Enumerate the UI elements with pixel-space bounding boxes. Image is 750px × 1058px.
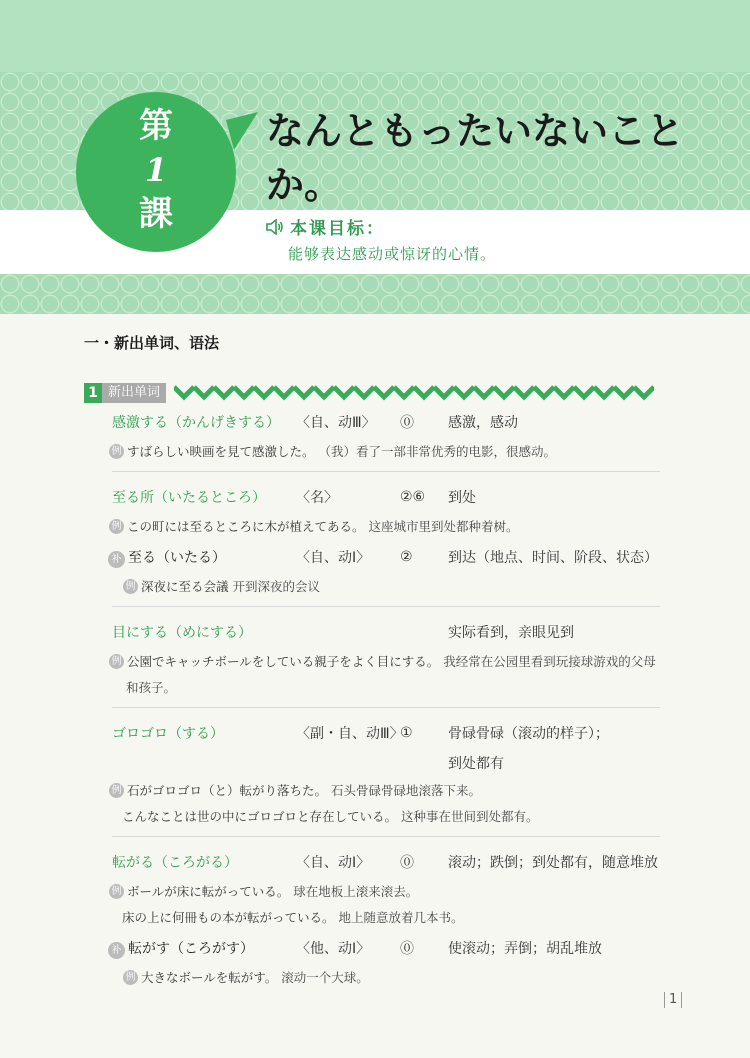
entry-pos: 〈自、动Ⅰ〉 [296,855,371,871]
related-entry [112,540,660,574]
entry-word: 目にする（めにする） [112,625,252,641]
subsection-label: 新出单词 [102,383,166,403]
entry-pos: 〈名〉 [296,490,338,506]
example-sentence: 例 ボールが床に転がっている。 球在地板上滚来滚去。 [112,879,660,905]
entry-meaning: 感激，感动 [448,415,518,431]
entry-pos: 〈自、动Ⅲ〉 [296,415,376,431]
example-sentence: 例 深夜に至る会議 开到深夜的会议 [112,574,660,600]
entry-accent: ⓪ [400,855,414,871]
subsection-number: 1 [84,383,102,403]
speaker-icon [266,219,284,235]
example-tag: 例 [123,579,138,594]
entry-word: 感激する（かんげきする） [112,415,280,431]
example-sentence: 例 石がゴロゴロ（と）転がり落ちた。 石头骨碌骨碌地滚落下来。 [112,778,660,804]
goal-text: 能够表达感动或惊讶的心情。 [288,245,497,263]
entry-meaning: 使滚动；弄倒；胡乱堆放 [448,941,602,957]
example-tag: 例 [109,519,124,534]
entry-meaning: 骨碌骨碌（滚动的样子）； [448,726,609,742]
entry-word: ゴロゴロ（する） [112,726,224,742]
entry-accent: ① [400,725,413,741]
lesson-title: なんともったいないことか。 [266,109,685,207]
entry-meaning: 滚动；跌倒；到处都有，随意堆放 [448,855,658,871]
zigzag-decoration [174,383,654,403]
entry-accent: ②⑥ [400,489,426,505]
entry-pos: 〈副・自、动Ⅲ〉 [296,726,404,742]
entry-meaning-2: 到处都有 [448,756,504,772]
vocab-list [112,405,660,1005]
example-sentence: 例 この町には至るところに木が植えてある。 这座城市里到处都种着树。 [112,514,660,540]
vocab-entry [112,480,660,607]
lesson-number: 第 1 課 [139,106,173,234]
example-sentence: こんなことは世の中にゴロゴロと存在している。 这种事在世间到处都有。 [122,809,539,824]
entry-meaning: 到处 [448,490,476,506]
vocab-entry [112,615,660,708]
entry-accent: ② [400,549,413,565]
example-sentence: 床の上に何冊もの本が転がっている。 地上随意放着几本书。 [122,910,464,925]
example-sentence: 例 大きなボールを転がす。 滚动一个大球。 [112,965,660,991]
entry-word: 転がる（ころがる） [112,855,238,871]
entry-meaning: 实际看到，亲眼见到 [448,625,574,641]
vocab-entry [112,845,660,997]
supplement-tag: 补 [108,942,125,959]
goal-label: 本课目标： [290,219,385,239]
example-sentence: 例 すばらしい映画を見て感激した。 （我）看了一部非常优秀的电影，很感动。 [112,439,660,465]
page-number: 1 [664,992,682,1008]
vocab-entry [112,405,660,472]
entry-word: 転がす（ころがす） [128,940,254,957]
vocab-entry [112,716,660,837]
entry-pos: 〈自、动Ⅰ〉 [296,550,371,566]
entry-word: 至る（いたる） [128,549,226,566]
example-sentence: 例 公園でキャッチボールをしている親子をよく目にする。 我经常在公园里看到玩接球游戏的父母 [112,649,660,675]
entry-accent: ⓪ [400,941,414,957]
related-entry [112,931,660,965]
header-band [0,0,750,72]
lesson-goal [266,214,496,264]
section-heading: 一・新出单词、语法 [84,334,220,352]
example-tag: 例 [123,970,138,985]
entry-word: 至る所（いたるところ） [112,490,266,506]
entry-pos: 〈他、动Ⅰ〉 [296,941,371,957]
supplement-tag: 补 [108,551,125,568]
example-tag: 例 [109,884,124,899]
entry-accent: ⓪ [400,415,414,431]
subsection-heading [84,383,654,403]
example-tag: 例 [109,654,124,669]
example-tag: 例 [109,444,124,459]
example-tag: 例 [109,783,124,798]
example-continuation: 和孩子。 [126,680,177,695]
header-pattern-bottom [0,274,750,314]
entry-meaning: 到达（地点、时间、阶段、状态） [448,550,658,566]
